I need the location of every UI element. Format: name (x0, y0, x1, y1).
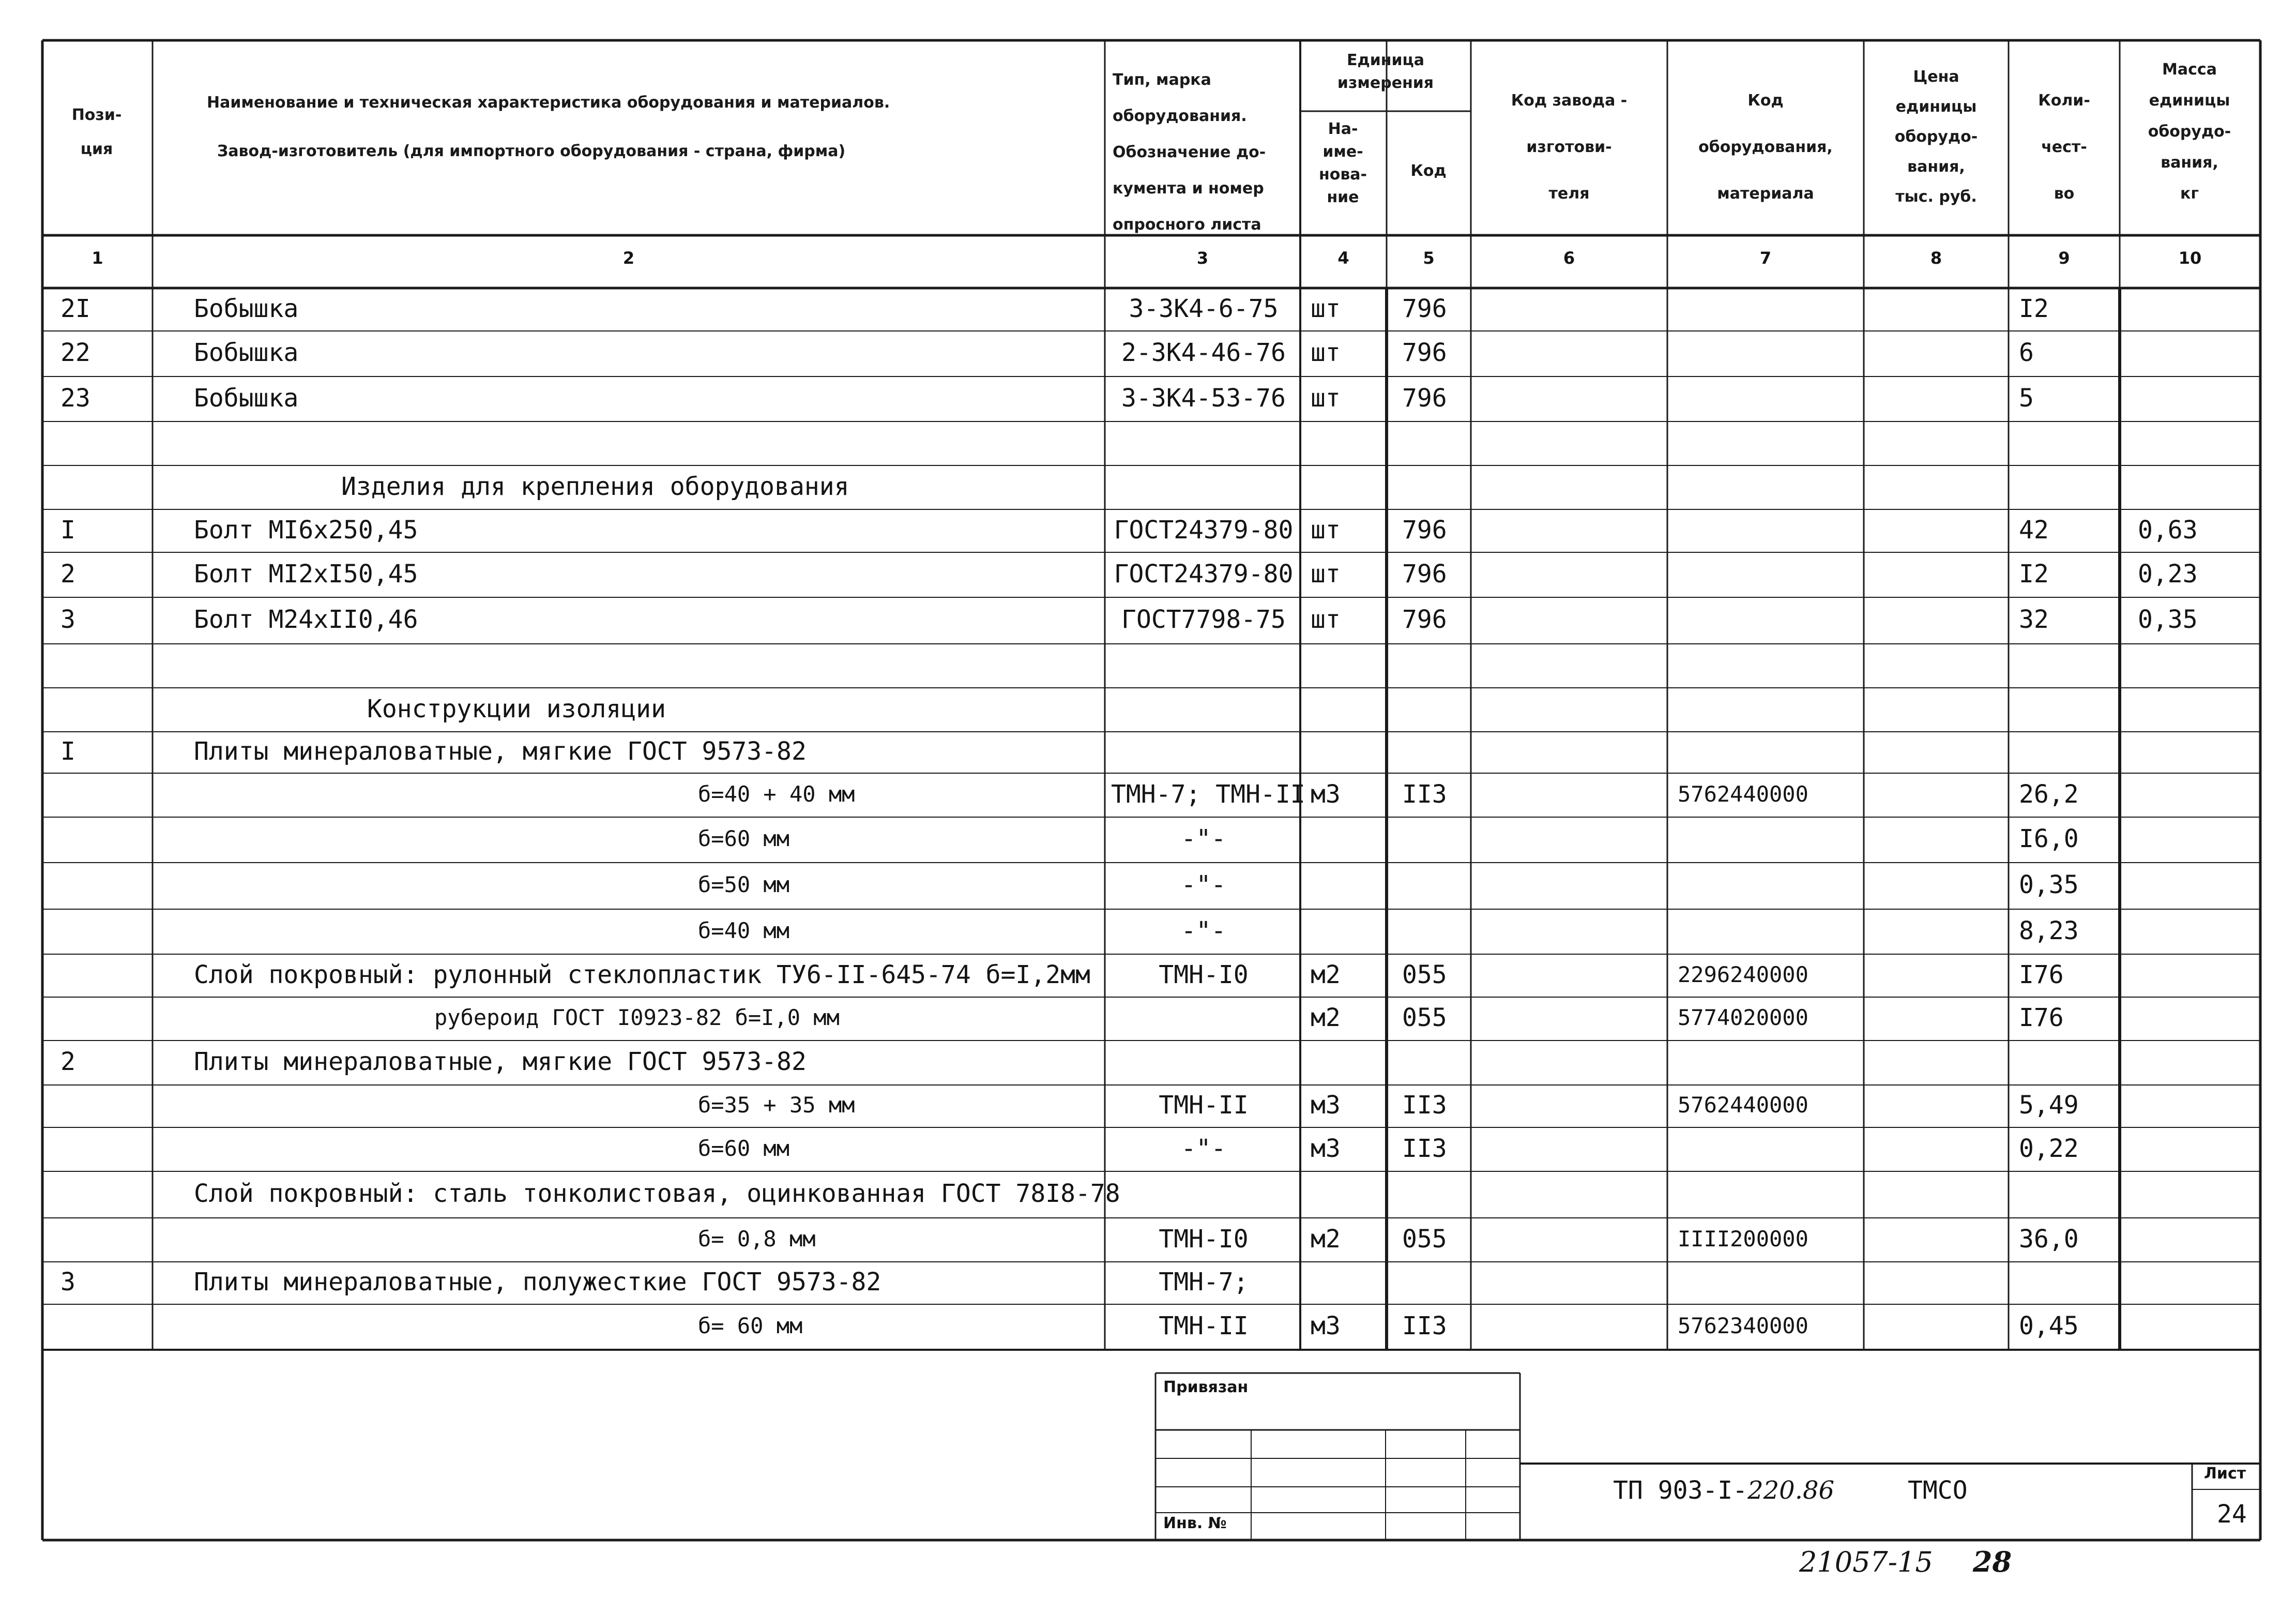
header-plant-code: Код завода - изготови- теля (1511, 92, 1628, 203)
row-unit-code: 796 (1402, 515, 1447, 545)
row-position: 3 (60, 1268, 75, 1297)
row-quantity: 36,0 (2019, 1224, 2079, 1254)
row-name: б=40 мм (698, 917, 790, 943)
column-number: 6 (1563, 248, 1575, 268)
row-type: -"- (1181, 916, 1226, 945)
row-type: ТМН-II (1159, 1311, 1249, 1340)
row-name: Изделия для крепления оборудования (341, 472, 849, 501)
row-unit-code: II3 (1402, 1091, 1447, 1120)
document-suffix: ТМСО (1908, 1476, 1968, 1505)
row-quantity: I6,0 (2019, 824, 2079, 853)
row-unit-code: II3 (1402, 1311, 1447, 1340)
row-quantity: 0,22 (2019, 1134, 2079, 1163)
row-position: I (60, 515, 75, 545)
row-unit-code: 055 (1402, 960, 1447, 989)
header-mass: Масса единицы оборудо- вания, кг (2148, 61, 2231, 203)
row-unit-code: 796 (1402, 605, 1447, 634)
row-quantity: 0,35 (2019, 870, 2079, 899)
row-unit-code: 796 (1402, 338, 1447, 367)
row-quantity: I76 (2019, 1003, 2064, 1032)
sheet-number: 24 (2217, 1500, 2247, 1529)
row-quantity: 6 (2019, 338, 2034, 367)
row-quantity: 8,23 (2019, 916, 2079, 945)
archive-page: 28 (1972, 1545, 2012, 1578)
row-name: б= 0,8 мм (698, 1226, 816, 1252)
row-type: ТМН-I0 (1159, 960, 1249, 989)
row-type: -"- (1181, 824, 1226, 853)
row-material-code: 5762440000 (1678, 1092, 1808, 1118)
row-unit: м3 (1311, 1134, 1341, 1163)
row-name: б=40 + 40 мм (698, 781, 855, 807)
row-name: Бобышка (194, 338, 299, 367)
row-name: Плиты минераловатные, мягкие ГОСТ 9573-82 (194, 1047, 807, 1076)
row-name: Бобышка (194, 383, 299, 413)
column-number: 1 (92, 248, 103, 268)
row-unit: шт (1311, 605, 1341, 634)
row-unit: шт (1311, 338, 1341, 367)
row-quantity: 32 (2019, 605, 2049, 634)
header-unit: Единица измерения (1337, 51, 1434, 92)
row-unit-code: 796 (1402, 383, 1447, 413)
row-name: Слой покровный: рулонный стеклопластик ТУ6-II-645-74 б=I,2мм (194, 960, 1090, 989)
row-type: ТМН-I0 (1159, 1224, 1249, 1254)
row-material-code: 5762440000 (1678, 781, 1808, 807)
row-quantity: 5 (2019, 383, 2034, 413)
row-unit: м3 (1311, 1311, 1341, 1340)
row-name: б=60 мм (698, 1135, 790, 1161)
header-unit-name: На- име- нова- ние (1318, 120, 1367, 206)
row-type: ГОСТ7798-75 (1121, 605, 1286, 634)
row-type: ГОСТ24379-80 (1114, 515, 1294, 545)
row-quantity: I2 (2019, 294, 2049, 323)
row-name: Плиты минераловатные, мягкие ГОСТ 9573-82 (194, 737, 807, 766)
row-position: 2I (60, 294, 90, 323)
stamp-inv-label: Инв. № (1163, 1514, 1227, 1532)
row-name: б=35 + 35 мм (698, 1092, 855, 1118)
row-type: 3-3К4-6-75 (1129, 294, 1279, 323)
header-quantity: Коли- чест- во (2038, 92, 2090, 203)
stamp-bound-label: Привязан (1163, 1378, 1249, 1396)
row-position: 23 (60, 383, 90, 413)
row-name: Болт МI6х250,45 (194, 515, 418, 545)
row-quantity: 0,45 (2019, 1311, 2079, 1340)
row-name: Плиты минераловатные, полужесткие ГОСТ 9573-82 (194, 1268, 881, 1297)
document-code-handwritten: 220.86 (1747, 1476, 1835, 1505)
row-name: Болт М24хII0,46 (194, 605, 418, 634)
row-quantity: I76 (2019, 960, 2064, 989)
row-unit-code: II3 (1402, 779, 1447, 809)
document-code: ТП 903-I- (1613, 1476, 1748, 1505)
header-name-line1: Наименование и техническая характеристика оборудования и материалов. (207, 94, 890, 112)
row-mass: 0,63 (2138, 515, 2198, 545)
row-type: ГОСТ24379-80 (1114, 559, 1294, 589)
column-number: 4 (1337, 248, 1349, 268)
header-price: Цена единицы оборудо- вания, тыс. руб. (1894, 68, 1978, 206)
row-name: Бобышка (194, 294, 299, 323)
column-number: 9 (2058, 248, 2070, 268)
row-unit-code: II3 (1402, 1134, 1447, 1163)
row-unit: м3 (1311, 1091, 1341, 1120)
document-designation (1613, 1475, 1834, 1506)
row-unit: м3 (1311, 779, 1341, 809)
header-equipment-code: Код оборудования, материала (1698, 92, 1833, 203)
row-unit: шт (1311, 559, 1341, 589)
row-type: -"- (1181, 1134, 1226, 1163)
sheet-label: Лист (2204, 1465, 2246, 1483)
row-unit: м2 (1311, 1224, 1341, 1254)
row-position: I (60, 737, 75, 766)
row-type: -"- (1181, 870, 1226, 899)
row-name: Конструкции изоляции (367, 694, 666, 723)
row-name: б=60 мм (698, 826, 790, 851)
row-mass: 0,23 (2138, 559, 2198, 589)
row-quantity: 42 (2019, 515, 2049, 545)
column-number: 7 (1759, 248, 1772, 268)
column-number: 2 (622, 248, 635, 268)
row-unit: шт (1311, 294, 1341, 323)
row-unit: шт (1311, 515, 1341, 545)
row-material-code: 5762340000 (1678, 1313, 1808, 1338)
row-unit-code: 796 (1402, 294, 1447, 323)
row-material-code: 2296240000 (1678, 961, 1808, 987)
header-type: Тип, марка оборудования. Обозначение до- кумента и номер опросного листа (1113, 71, 1266, 234)
row-type: 2-3К4-46-76 (1121, 338, 1286, 367)
row-type: ТМН-II (1159, 1091, 1249, 1120)
row-unit: м2 (1311, 960, 1341, 989)
archive-number-handwritten (1799, 1545, 2012, 1578)
column-number: 8 (1930, 248, 1942, 268)
row-unit: шт (1311, 383, 1341, 413)
row-position: 3 (60, 605, 75, 634)
header-unit-code: Код (1410, 162, 1447, 180)
row-name: Слой покровный: сталь тонколистовая, оцинкованная ГОСТ 78I8-78 (194, 1179, 1120, 1208)
row-unit-code: 055 (1402, 1003, 1447, 1032)
row-quantity: I2 (2019, 559, 2049, 589)
archive-number: 21057-15 (1799, 1546, 1933, 1578)
row-unit: м2 (1311, 1003, 1341, 1032)
column-number: 5 (1423, 248, 1435, 268)
row-material-code: IIII200000 (1678, 1226, 1808, 1252)
column-number: 3 (1196, 248, 1209, 268)
row-quantity: 5,49 (2019, 1091, 2079, 1120)
header-position: Пози- ция (71, 106, 122, 158)
row-name: рубероид ГОСТ I0923-82 б=I,0 мм (434, 1005, 840, 1030)
row-position: 2 (60, 559, 75, 589)
row-unit-code: 796 (1402, 559, 1447, 589)
row-quantity: 26,2 (2019, 779, 2079, 809)
row-mass: 0,35 (2138, 605, 2198, 634)
header-name-line2: Завод-изготовитель (для импортного оборудования - страна, фирма) (217, 142, 846, 160)
row-material-code: 5774020000 (1678, 1005, 1808, 1030)
row-name: б=50 мм (698, 872, 790, 897)
row-unit-code: 055 (1402, 1224, 1447, 1254)
row-name: б= 60 мм (698, 1313, 803, 1338)
row-position: 22 (60, 338, 90, 367)
row-type: ТМН-7; (1159, 1268, 1249, 1297)
row-position: 2 (60, 1047, 75, 1076)
row-type: ТМН-7; ТМН-II (1111, 779, 1305, 809)
row-type: 3-3К4-53-76 (1121, 383, 1286, 413)
column-number: 10 (2178, 248, 2202, 268)
row-name: Болт МI2хI50,45 (194, 559, 418, 589)
